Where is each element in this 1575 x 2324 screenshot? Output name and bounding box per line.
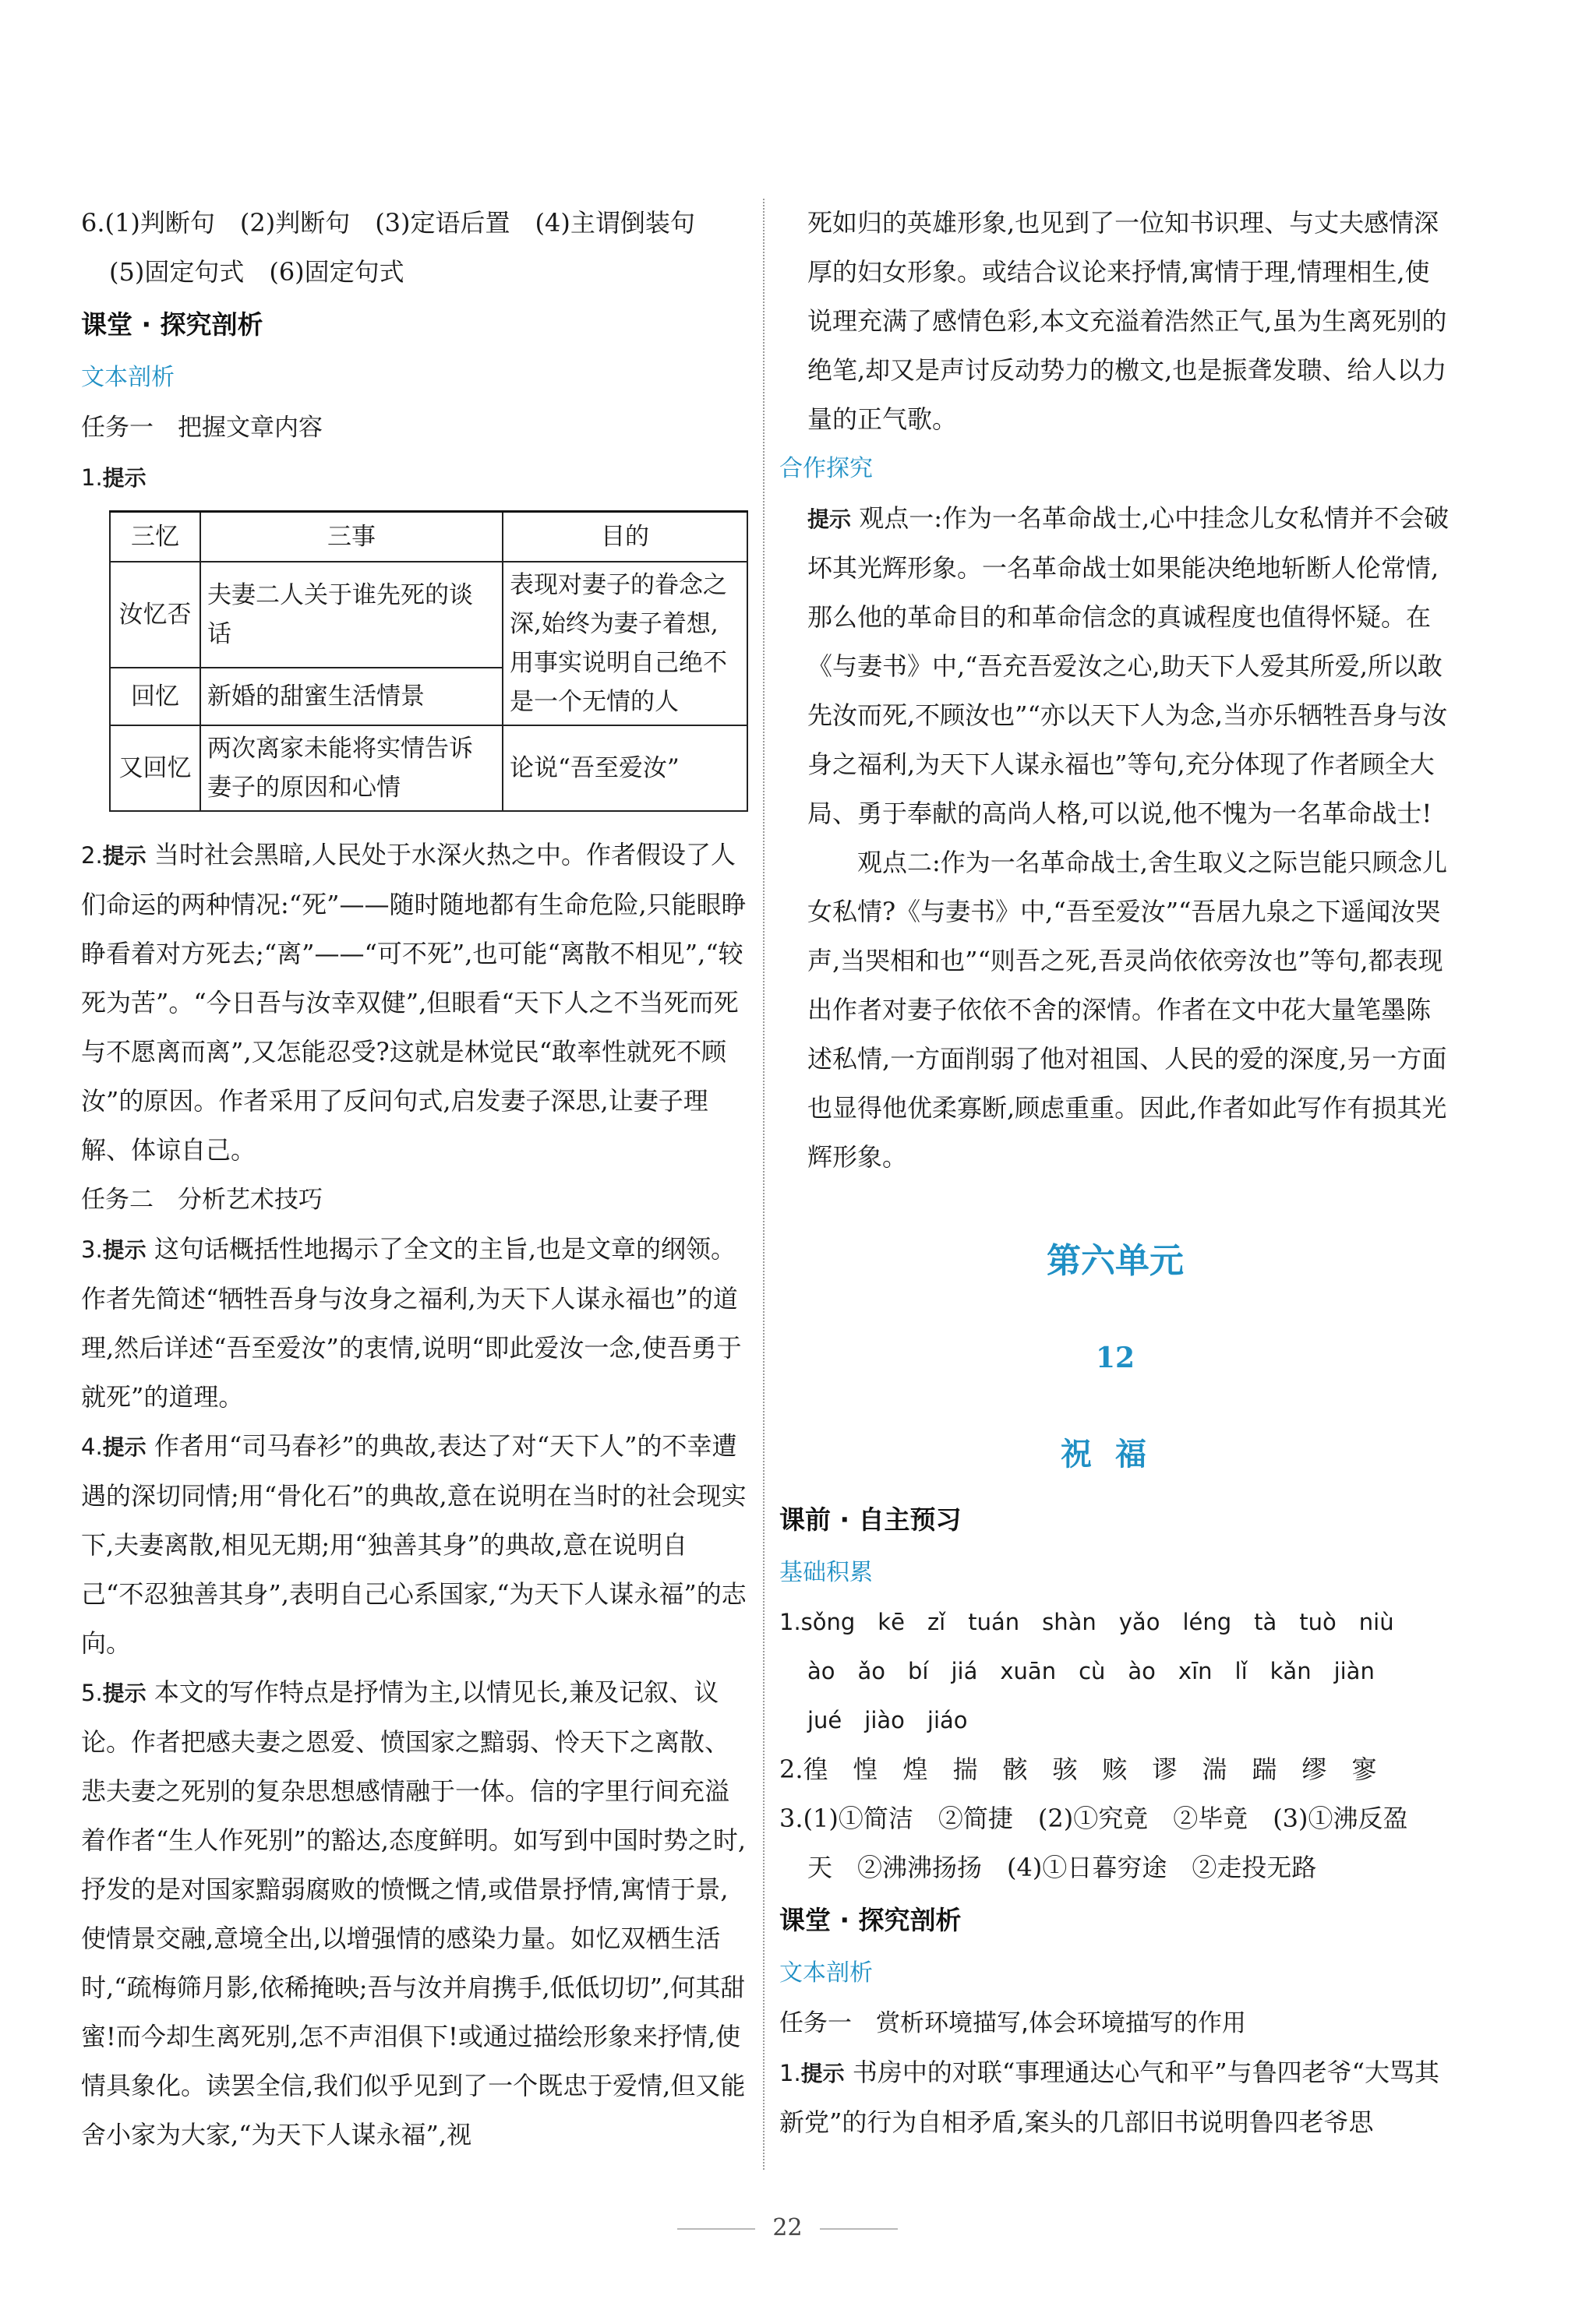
footer-rule-left [677, 2228, 755, 2230]
item3-text: 这句话概括性地揭示了全文的主旨,也是文章的纲领。作者先简述“牺牲吾身与汝身之福利,为天下人谋永福也”的道理,然后详述“吾至爱汝”的衷情,说明“即此爱汝一念,使吾勇于就死”的道理。 [81, 1234, 742, 1412]
table-cell-merged-purpose: 表现对妻子的眷念之深,始终为妻子着想,用事实说明自己绝不是一个无情的人 [503, 562, 747, 725]
item1-label: 1. [81, 464, 103, 491]
table-row [110, 562, 747, 668]
item1-env [779, 2048, 1451, 2147]
section-heading-preview: 课前 · 自主预习 [779, 1504, 962, 1535]
tip-label: 提示 [102, 465, 147, 491]
page-number: 22 [772, 2214, 803, 2241]
task2-heading: 任务二 分析艺术技巧 [81, 1186, 323, 1214]
table-header-memory: 三忆 [110, 512, 200, 562]
table-cell: 论说“吾至爱汝” [503, 725, 747, 811]
item5 [81, 1668, 747, 2160]
table-cell: 汝忆否 [110, 562, 200, 668]
q3-line2: 天 ②沸沸扬扬 (4)①日暮穷途 ②走投无路 [807, 1853, 1317, 1882]
table-cell: 又回忆 [110, 725, 200, 811]
item2-label: 2. [81, 842, 103, 869]
item5-continued: 死如归的英雄形象,也见到了一位知书识理、与丈夫感情深厚的妇女形象。或结合议论来抒情,寓情于理,情理相生,使说理充满了感情色彩,本文充溢着浩然正气,虽为生离死别的绝笔,却又是声讨反动势力的檄文,也是振聋发聩、给人以力量的正气歌。 [807, 208, 1447, 434]
task1-heading-2: 任务一 赏析环境描写,体会环境描写的作用 [779, 2009, 1246, 2037]
sub-heading-text-analysis-2: 文本剖析 [779, 1959, 873, 1987]
pinyin-line2: ào ǎo bí jiá xuān cù ào xīn lǐ kǎn jiàn [807, 1658, 1375, 1684]
coop-view2: 观点二:作为一名革命战士,舍生取义之际岂能只顾念儿女私情?《与妻书》中,“吾至爱汝”“吾居九泉之下遥闻汝哭声,当哭相和也”“则吾之死,吾灵尚依依旁汝也”等句,都表现出作者对妻子依依不舍的深情。作者在文中花大量笔墨陈述私情,一方面削弱了他对祖国、人民的爱的深度,另一方面也显得他优柔寡断,顾虑重重。因此,作者如此写作有损其光辉形象。 [807, 848, 1447, 1172]
item5-label: 5. [81, 1680, 103, 1706]
tip-label: 提示 [800, 2061, 845, 2086]
tip-label: 提示 [807, 506, 852, 532]
q6-answer-line2: (5)固定句式 (6)固定句式 [109, 257, 404, 287]
section-heading-class-explore: 课堂 · 探究剖析 [81, 309, 263, 340]
table-cell: 两次离家未能将实情告诉妻子的原因和心情 [200, 725, 503, 811]
item2 [81, 831, 747, 1175]
item3-label: 3. [81, 1236, 103, 1263]
item5-text: 本文的写作特点是抒情为主,以情见长,兼及记叙、议论。作者把感夫妻之恩爱、愤国家之黯弱、怜天下之离散、悲夫妻之死别的复杂思想感情融于一体。信的字里行间充溢着作者“生人作死别”的豁达,态度鲜明。如写到中国时势之时,抒发的是对国家黯弱腐败的愤慨之情,或借景抒情,寓情于景,使情景交融,意境全出,以增强情的感染力量。如忆双栖生活时,“疏梅筛月影,依稀掩映;吾与汝并肩携手,低低切切”,何其甜蜜!而今却生离死别,怎不声泪俱下!或通过描绘形象来抒情,使情具象化。读罢全信,我们似乎见到了一个既忠于爱情,但又能舍小家为大家,“为天下人谋永福”,视 [81, 1677, 747, 2149]
table-cell: 回忆 [110, 668, 200, 725]
item1 [81, 453, 747, 503]
sub-heading-text-analysis: 文本剖析 [81, 364, 175, 391]
lesson-title: 祝福 [1061, 1436, 1170, 1472]
table-cell: 夫妻二人关于谁先死的谈话 [200, 562, 503, 668]
sub-heading-cooperative: 合作探究 [779, 455, 873, 482]
tip-label: 提示 [102, 1237, 147, 1263]
item4-label: 4. [81, 1434, 103, 1460]
item4 [81, 1422, 747, 1668]
coop-view1-text: 观点一:作为一名革命战士,心中挂念儿女私情并不会破坏其光辉形象。一名革命战士如果能决绝地斩断人伦常情,那么他的革命目的和革命信念的真诚程度也值得怀疑。在《与妻书》中,“吾充吾爱汝之心,助天下人爱其所爱,所以敢先汝而死,不顾汝也”“亦以天下人为念,当亦乐牺牲吾身与汝身之福利,为天下人谋永福也”等句,充分体现了作者顾全大局、勇于奉献的高尚人格,可以说,他不愧为一名革命战士! [807, 503, 1450, 828]
pinyin-line1: 1.sǒng kē zǐ tuán shàn yǎo léng tà tuò niù [779, 1609, 1394, 1635]
footer-rule-right [820, 2228, 898, 2230]
table-header-purpose: 目的 [503, 512, 747, 562]
column-divider [763, 199, 765, 2170]
sub-heading-basic: 基础积累 [779, 1559, 873, 1586]
section-heading-class-explore-2: 课堂 · 探究剖析 [779, 1905, 962, 1935]
item3 [81, 1225, 747, 1422]
tip-label: 提示 [102, 843, 147, 869]
item2-text: 当时社会黑暗,人民处于水深火热之中。作者假设了人们命运的两种情况:“死”——随时随地都有生命危险,只能眼睁睁看着对方死去;“离”——“可不死”,也可能“离散不相见”,“较死为苦”。“今日吾与汝幸双健”,但眼看“天下人之不当死而死与不愿离而离”,又怎能忍受?这就是林觉民“敢率性就死不顾汝”的原因。作者采用了反问句式,启发妻子深思,让妻子理解、体谅自己。 [81, 840, 747, 1165]
tip-label: 提示 [102, 1434, 147, 1460]
page-footer [0, 2214, 1575, 2241]
item4-text: 作者用“司马春衫”的典故,表达了对“天下人”的不幸遭遇的深切同情;用“骨化石”的典故,意在说明在当时的社会现实下,夫妻离散,相见无期;用“独善其身”的典故,意在说明自己“不忍独善其身”,表明自己心系国家,“为天下人谋永福”的志向。 [81, 1431, 747, 1658]
three-memories-table [109, 510, 748, 812]
task1-heading: 任务一 把握文章内容 [81, 414, 323, 442]
unit-title: 第六单元 [1047, 1241, 1184, 1281]
table-row [110, 725, 747, 811]
lesson-number: 12 [1095, 1342, 1135, 1374]
left-column [81, 199, 747, 2160]
q6-answer-line1: 6.(1)判断句 (2)判断句 (3)定语后置 (4)主谓倒装句 [81, 208, 695, 238]
pinyin-line3: jué jiào jiáo [807, 1707, 968, 1733]
coop-view1 [779, 494, 1451, 838]
tip-label: 提示 [102, 1680, 147, 1706]
chars-line: 2.徨 惶 煌 揣 骸 骇 赅 谬 湍 踹 缪 寥 [779, 1754, 1377, 1784]
table-cell: 新婚的甜蜜生活情景 [200, 668, 503, 725]
table-header-event: 三事 [200, 512, 503, 562]
item1-env-text: 书房中的对联“事理通达心气和平”与鲁四老爷“大骂其新党”的行为自相矛盾,案头的几部旧书说明鲁四老爷思 [779, 2058, 1439, 2137]
right-column [779, 199, 1451, 2147]
item1-env-label: 1. [779, 2060, 801, 2086]
q3-line1: 3.(1)①简洁 ②简捷 (2)①究竟 ②毕竟 (3)①沸反盈 [779, 1804, 1408, 1833]
